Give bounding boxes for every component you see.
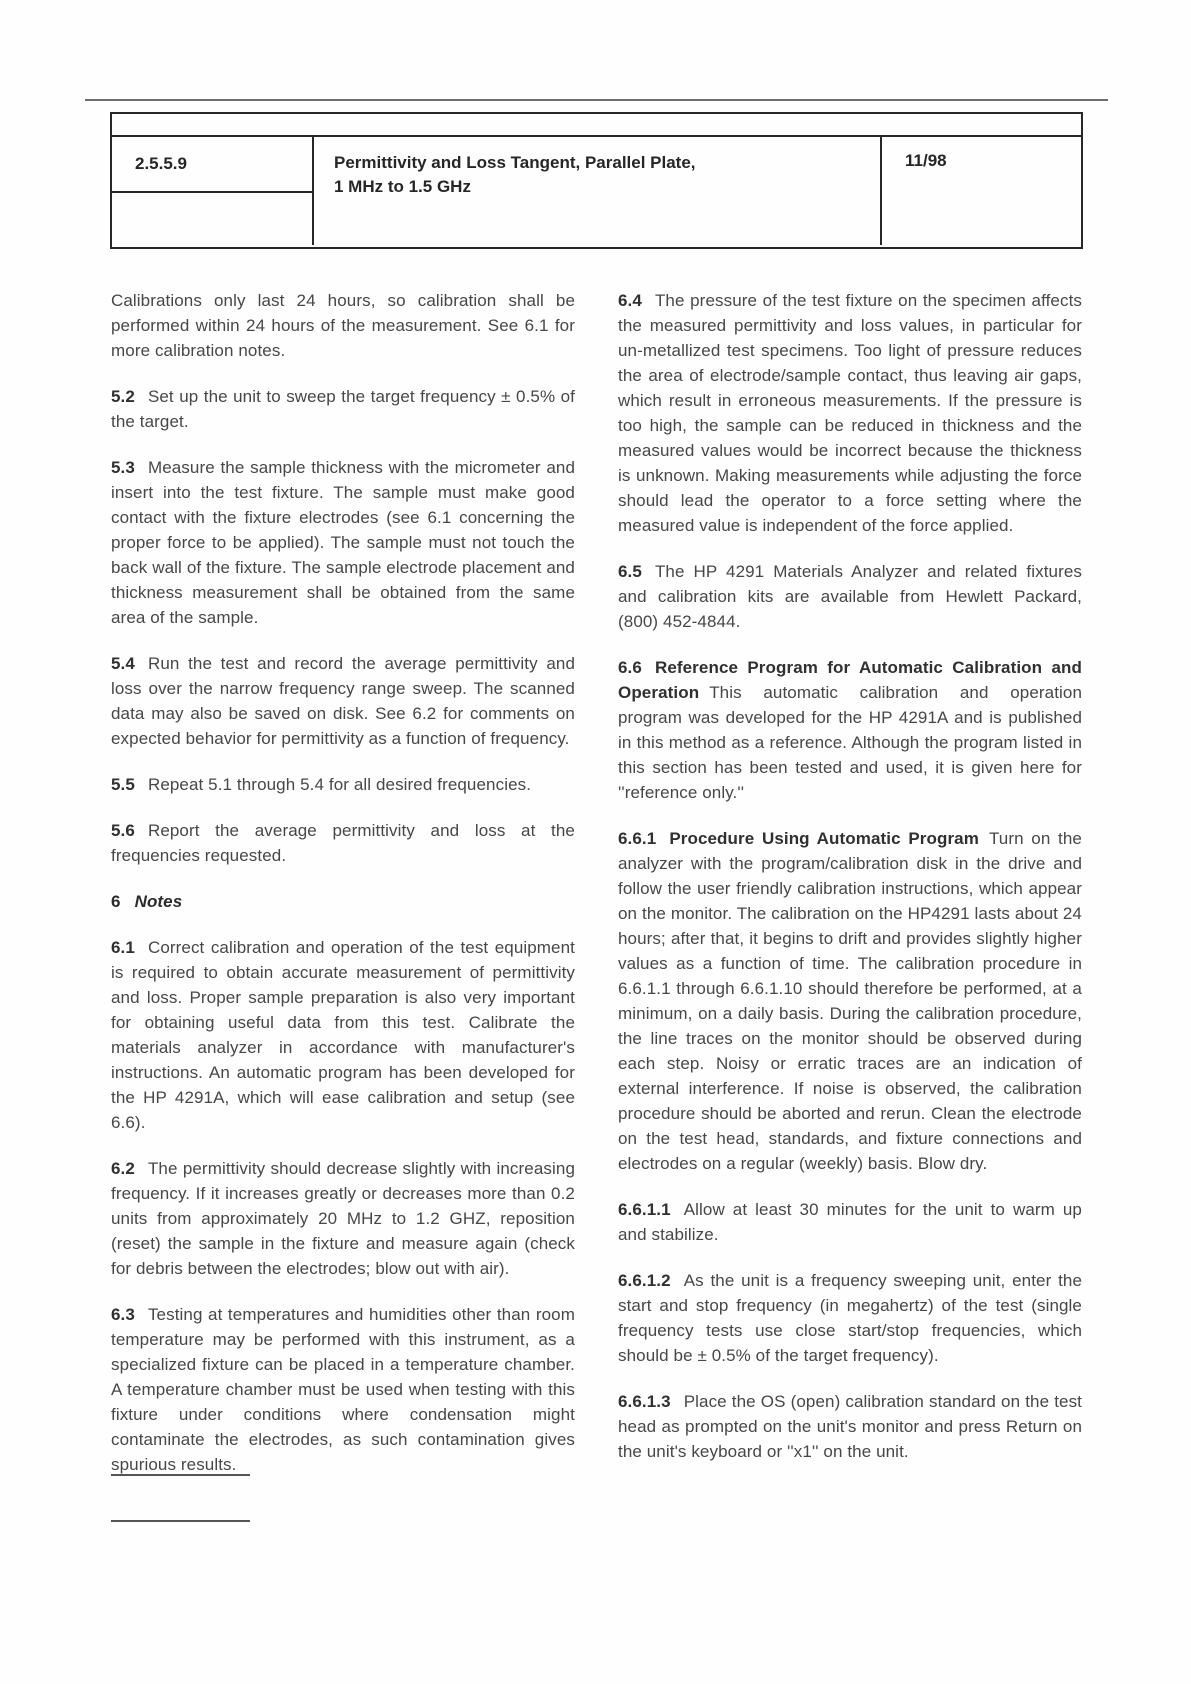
section-number: 6 (111, 892, 121, 911)
section-number: 5.3 (111, 458, 135, 477)
section-number: 6.6.1.3 (618, 1392, 671, 1411)
method-title-cell (314, 137, 882, 245)
paragraph-text: Report the average permittivity and loss at the frequencies requested. (111, 821, 575, 865)
paragraph-text: Correct calibration and operation of the test equipment is required to obtain accurate measurement of permittivity and loss. Proper sample preparation is also very important for obtaining useful data from this test. Calibrate the materials analyzer in accordance with manufacturer's instructions. An automatic program has been developed for the HP 4291A, which will ease calibration and setup (see 6.6). (111, 938, 575, 1132)
paragraph (618, 559, 1082, 634)
paragraph-text: The pressure of the test fixture on the specimen affects the measured permittivity and loss values, in particular for un-metallized test specimens. Too light of pressure reduces the area of electrode/sample contact, thus leaving air gaps, which result in erroneous measurements. If the pressure is too high, the sample can be reduced in thickness and the measured values would be incorrect because the thickness is unknown. Making measurements while adjusting the force should lead the operator to a force setting where the measured value is independent of the force applied. (618, 291, 1082, 535)
section-number: 5.5 (111, 775, 135, 794)
method-title-line-1: Permittivity and Loss Tangent, Parallel Plate, (334, 153, 696, 172)
heading-text: Notes (134, 892, 183, 911)
header-table-number-cell (112, 137, 314, 245)
section-number: 6.6 (618, 658, 642, 677)
paragraph-text: Set up the unit to sweep the target frequency ± 0.5% of the target. (111, 387, 575, 431)
paragraph (618, 288, 1082, 538)
paragraph-text: Repeat 5.1 through 5.4 for all desired frequencies. (147, 775, 532, 794)
paragraph (618, 1268, 1082, 1368)
paragraph-text: Testing at temperatures and humidities other than room temperature may be performed with this instrument, as a specialized fixture can be placed in a temperature chamber. A temperature chamber must be used when testing with this fixture under conditions where condensation might contaminate the electrodes, as such contamination gives spurious results. (111, 1305, 575, 1474)
section-heading (111, 889, 575, 914)
paragraph-text: Turn on the analyzer with the program/calibration disk in the drive and follow the user friendly calibration instructions, which appear on the monitor. The calibration on the HP4291 lasts about 24 hours; after that, it begins to drift and provides slightly higher values as a function of time. The calibration procedure in 6.6.1.1 through 6.6.1.10 should therefore be performed, at a minimum, on a daily basis. During the calibration procedure, the line traces on the monitor should be observed during each step. Noisy or erratic traces are an indication of external interference. If noise is observed, the calibration procedure should be aborted and rerun. Clean the electrode on the test head, standards, and fixture connections and electrodes on a regular (weekly) basis. Blow dry. (618, 829, 1082, 1173)
paragraph-text: The permittivity should decrease slightly with increasing frequency. If it increases greatly or decreases more than 0.2 units from approximately 20 MHz to 1.2 GHZ, reposition (reset) the sample in the fixture and measure again (check for debris between the electrodes; blow out with air). (111, 1159, 575, 1278)
section-number: 5.2 (111, 387, 135, 406)
paragraph (618, 655, 1082, 805)
paragraph-text: The HP 4291 Materials Analyzer and related fixtures and calibration kits are available from Hewlett Packard, (800) 452-4844. (618, 562, 1082, 631)
paragraph-text: Place the OS (open) calibration standard on the test head as prompted on the unit's monitor and press Return on the unit's keyboard or ''x1'' on the unit. (618, 1392, 1082, 1461)
section-number: 6.3 (111, 1305, 135, 1324)
paragraph-text: Measure the sample thickness with the micrometer and insert into the test fixture. The sample must make good contact with the fixture electrodes (see 6.1 concerning the proper force to be applied). The sample must not touch the back wall of the fixture. The sample electrode placement and thickness measurement shall be obtained from the same area of the sample. (111, 458, 575, 627)
section-number: 5.4 (111, 654, 135, 673)
paragraph (111, 818, 575, 868)
section-number: 6.5 (618, 562, 642, 581)
paragraph (111, 455, 575, 630)
section-number: 6.6.1 (618, 829, 657, 848)
revision-date: 11/98 (905, 151, 947, 170)
paragraph (111, 772, 575, 797)
paragraph (111, 1156, 575, 1281)
section-number: 6.2 (111, 1159, 135, 1178)
paragraph (111, 288, 575, 363)
paragraph (618, 1197, 1082, 1247)
paragraph-text: As the unit is a frequency sweeping unit, enter the start and stop frequency (in megahertz) of the test (single frequency tests use close start/stop frequencies, which should be ± 0.5% of the target frequency). (618, 1271, 1082, 1365)
header-table-main-row (112, 137, 1081, 245)
section-number: 6.1 (111, 938, 135, 957)
paragraph (111, 935, 575, 1135)
footnote-rule-1 (111, 1474, 250, 1476)
paragraph-text: This automatic calibration and operation program was developed for the HP 4291A and is published in this method as a reference. Although the program listed in this section has been tested and used, it is given here for ''reference only.'' (618, 683, 1082, 802)
paragraph-text: Calibrations only last 24 hours, so calibration shall be performed within 24 hours of the measurement. See 6.1 for more calibration notes. (111, 291, 575, 360)
header-table-top-row (112, 114, 1081, 137)
paragraph (618, 826, 1082, 1176)
section-number: 5.6 (111, 821, 135, 840)
paragraph (111, 1302, 575, 1477)
method-title-line-2: 1 MHz to 1.5 GHz (334, 177, 471, 196)
right-column (618, 288, 1082, 1485)
section-number: 6.6.1.1 (618, 1200, 671, 1219)
section-number: 6.4 (618, 291, 642, 310)
scan-artifact-line (85, 99, 1108, 101)
section-number: 6.6.1.2 (618, 1271, 671, 1290)
left-column (111, 288, 575, 1498)
paragraph (618, 1389, 1082, 1464)
run-in-heading: Procedure Using Automatic Program (669, 829, 979, 848)
paragraph-text: Allow at least 30 minutes for the unit to warm up and stabilize. (618, 1200, 1082, 1244)
paragraph-text: Run the test and record the average permittivity and loss over the narrow frequency range sweep. The scanned data may also be saved on disk. See 6.2 for comments on expected behavior for permittivity as a function of frequency. (111, 654, 575, 748)
footnote-rule-2 (111, 1520, 250, 1522)
run-in-heading: Reference Program for Automatic Calibration and Operation (618, 658, 1082, 702)
paragraph (111, 384, 575, 434)
header-table (110, 112, 1083, 249)
header-table-empty-cell (112, 193, 312, 245)
section-number-cell (112, 137, 312, 193)
revision-date-cell (882, 137, 1081, 245)
section-number: 2.5.5.9 (135, 154, 187, 173)
paragraph (111, 651, 575, 751)
